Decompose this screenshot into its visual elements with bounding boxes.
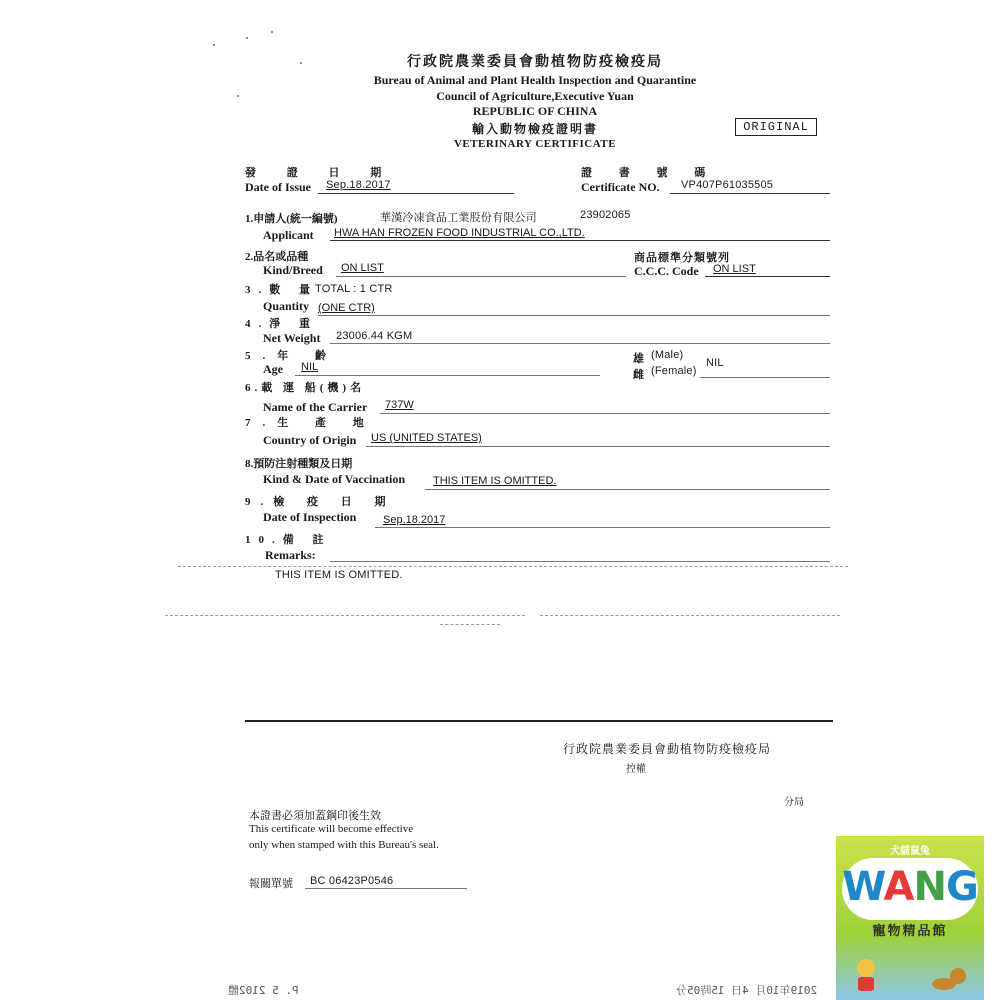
sex-value: NIL	[706, 357, 724, 369]
male-label-cn: 雄	[633, 353, 644, 365]
kind-value: ON LIST	[341, 262, 384, 274]
applicant-name-en: HWA HAN FROZEN FOOD INDUSTRIAL CO.,LTD.	[334, 227, 585, 239]
kind-label: Kind/Breed	[263, 263, 323, 277]
seal-note-cn: 本證書必須加蓋鋼印後生效	[249, 810, 381, 822]
wang-pet-store-logo	[836, 836, 984, 1000]
inspection-value: Sep.18.2017	[383, 514, 446, 526]
age-value: NIL	[301, 361, 319, 373]
customs-no-underline	[305, 888, 467, 889]
female-label-cn: 雌	[633, 369, 644, 381]
applicant-tax-id: 23902065	[580, 209, 631, 221]
quantity-total: TOTAL : 1 CTR	[315, 283, 393, 295]
ccc-value: ON LIST	[713, 263, 756, 275]
carrier-label-cn: 6.載 運 船(機)名	[245, 382, 366, 394]
male-label: (Male)	[651, 349, 684, 361]
remarks-label-cn: 10.備 註	[245, 534, 332, 546]
signature-rule	[245, 720, 833, 722]
origin-value: US (UNITED STATES)	[371, 432, 482, 444]
customs-no-value: BC 06423P0546	[310, 875, 394, 887]
speck	[213, 44, 215, 46]
kind-label-cn: 2.品名或品種	[245, 251, 309, 263]
applicant-label-cn: 1.申請人(統一編號)	[245, 213, 338, 225]
origin-underline	[366, 446, 830, 447]
inspection-label: Date of Inspection	[263, 510, 357, 524]
agency-title-en: Bureau of Animal and Plant Health Inspection and Quarantine	[373, 73, 697, 87]
logo-letter: A	[883, 864, 914, 910]
certificate-no-label-cn: 證 書 號 碼	[581, 167, 718, 179]
vaccination-underline	[425, 489, 830, 490]
carrier-label: Name of the Carrier	[263, 400, 368, 414]
applicant-label: Applicant	[263, 228, 314, 242]
seal-note-en-1: This certificate will become effective	[249, 823, 414, 835]
remarks-label: Remarks:	[265, 548, 316, 562]
scan-line	[540, 615, 840, 616]
kind-underline	[336, 276, 626, 277]
quantity-value: (ONE CTR)	[318, 302, 375, 314]
ccc-underline	[705, 276, 830, 277]
agency-title-cn: 行政院農業委員會動植物防疫檢疫局	[407, 55, 663, 70]
speck	[271, 31, 273, 33]
sex-underline	[700, 377, 830, 378]
issue-date-label-cn: 發 證 日 期	[245, 167, 396, 179]
ccc-label: C.C.C. Code	[634, 264, 699, 278]
bleed-through-text-right: 2019年10月 4日 15時05分	[676, 984, 818, 997]
issue-date-underline	[318, 193, 514, 194]
logo-letter: W	[842, 864, 884, 910]
bleed-through-text-left: P. 5 2102體	[228, 984, 299, 997]
age-label: Age	[263, 362, 283, 376]
vaccination-label: Kind & Date of Vaccination	[263, 472, 406, 486]
carrier-underline	[380, 413, 830, 414]
customs-no-label-cn: 報關單號	[249, 878, 293, 890]
origin-label: Country of Origin	[263, 433, 357, 447]
issue-date-value: Sep.18.2017	[326, 179, 391, 191]
logo-tagline: 寵物精品館	[872, 924, 948, 939]
quantity-label-cn: 3.數 量	[245, 284, 318, 296]
scan-line	[165, 615, 525, 616]
issue-date-label: Date of Issue	[245, 180, 311, 194]
net-weight-label: Net Weight	[263, 331, 321, 345]
logo-letter: N	[913, 864, 946, 910]
carrier-value: 737W	[385, 399, 414, 411]
logo-girl-body-icon	[858, 977, 874, 991]
signature-branch-cn: 控權	[626, 764, 646, 775]
ccc-label-cn: 商品標準分類號列	[634, 252, 730, 264]
net-weight-label-cn: 4.淨 重	[245, 318, 318, 330]
female-label: (Female)	[651, 365, 697, 377]
speck	[300, 62, 302, 64]
signature-division-cn: 分局	[784, 797, 804, 808]
net-weight-underline	[330, 343, 830, 344]
certificate-title-cn: 輸入動物檢疫證明書	[471, 122, 598, 136]
origin-label-cn: 7.生 產 地	[245, 417, 376, 429]
applicant-name-cn: 華漢冷凍食品工業股份有限公司	[380, 212, 537, 224]
remarks-scan-line	[178, 566, 848, 567]
logo-subtitle: 犬貓鼠兔	[890, 846, 930, 857]
age-underline	[295, 375, 600, 376]
council-title: Council of Agriculture,Executive Yuan	[436, 89, 634, 103]
logo-letter: G	[945, 864, 978, 910]
inspection-label-cn: 9.檢 疫 日 期	[245, 496, 396, 508]
logo-illustration	[836, 836, 984, 1000]
remarks-underline	[330, 561, 830, 562]
inspection-underline	[375, 527, 830, 528]
certificate-no-underline	[670, 193, 830, 194]
speck	[237, 95, 239, 97]
signature-agency-cn: 行政院農業委員會動植物防疫檢疫局	[563, 742, 772, 756]
vaccination-label-cn: 8.預防注射種類及日期	[245, 458, 353, 470]
age-label-cn: 5.年 齡	[245, 350, 338, 362]
original-stamp: ORIGINAL	[735, 118, 817, 136]
net-weight-value: 23006.44 KGM	[336, 330, 413, 342]
scan-line	[440, 624, 500, 625]
applicant-underline	[330, 240, 830, 241]
certificate-no-label: Certificate NO.	[581, 180, 660, 194]
quantity-underline	[318, 315, 830, 316]
speck	[246, 37, 248, 39]
seal-note-en-2: only when stamped with this Bureau's seal.	[249, 839, 439, 851]
country-title: REPUBLIC OF CHINA	[472, 104, 598, 118]
vaccination-value: THIS ITEM IS OMITTED.	[433, 475, 557, 487]
certificate-title-en: VETERINARY CERTIFICATE	[453, 138, 617, 150]
logo-girl-head-icon	[857, 959, 875, 977]
quantity-label: Quantity	[263, 299, 310, 313]
remarks-value: THIS ITEM IS OMITTED.	[275, 569, 403, 581]
logo-dog-body-icon	[932, 978, 956, 990]
certificate-no-value: VP407P61035505	[681, 179, 774, 191]
